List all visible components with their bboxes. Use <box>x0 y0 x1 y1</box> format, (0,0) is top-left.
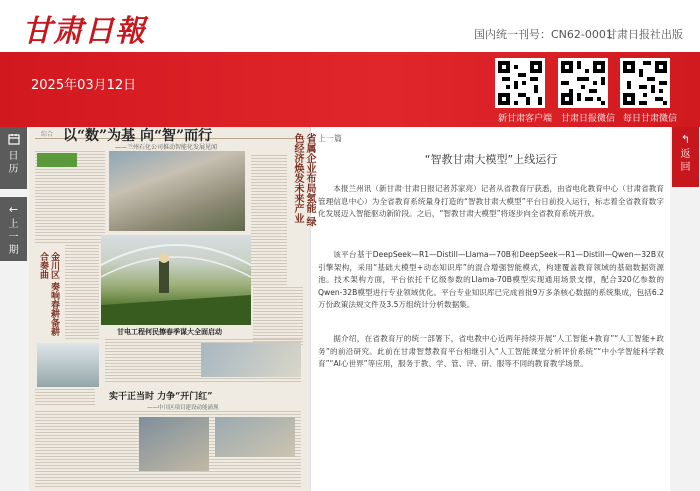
greenhouse-photo <box>101 235 251 325</box>
qr-label-client: 新甘肃客户端 <box>498 114 553 124</box>
article-text-block <box>251 155 287 285</box>
greenhouse-illustration <box>101 235 251 325</box>
paper-subheadline: ——兰州石化公司推动智能化发展见闻 <box>115 144 218 151</box>
qr-code-wechat-daily <box>558 58 608 108</box>
newspaper-logo[interactable]: 甘肃日報 <box>22 14 146 49</box>
back-label: 返回 <box>680 149 691 173</box>
small-photo-2 <box>201 343 301 377</box>
vertical-headline-1[interactable]: 省属企业布局氢能 绿色经济焕发未来产业 <box>292 133 315 227</box>
prev-article-link[interactable]: 上一篇 <box>318 134 342 143</box>
article-photo <box>37 153 77 167</box>
article-paragraph-1: 本报兰州讯（新甘肃·甘肃日报记者苏家亮）记者从省教育厅获悉，由省电化教育中心（甘肃省教育管理信息中心）为全省教育系统量身打造的“智教甘肃大模型”平台日前投入运行，标志着全省教育数字化发展迈入智能驱动新阶段。之后，“智教甘肃大模型”将逐步向全省教育系统开放。 <box>318 184 664 219</box>
section-label: 综合 <box>41 131 54 138</box>
qr-code-icon <box>623 61 667 105</box>
calendar-label: 日历 <box>8 151 19 175</box>
bottom-headline[interactable]: 实干正当时 力争“开门红” <box>109 392 213 402</box>
mid-headline[interactable]: 甘电工程何民擦春季谋大全面启动 <box>117 327 222 336</box>
calendar-button[interactable] <box>0 127 27 189</box>
issn-text: 国内统一刊号：CN62-0001 <box>474 28 613 41</box>
small-photo-1 <box>37 343 99 387</box>
qr-code-icon <box>498 61 542 105</box>
qr-code-icon <box>561 61 605 105</box>
article-paragraph-2: 该平台基于DeepSeek—R1—Distill—Llama—70B和DeepSeek—R1—Distill—Qwen—32B双引擎架构，采用“基础大模型+动态知识库”的混合增强智能模式，构建覆盖教育领域的基础数据资源池。技术架构方面，平台依托千亿级参数的Llama-70B模型实现通用场景支撑，配合320亿参数的Qwen-32B模型进行专业领域优化。平台专业知识库已完成首批9万多条核心数据的系统集成，包括6.2万份政策法规文件及3.5万组统计分析数据集。 <box>318 250 664 310</box>
qr-label-wechat-meiri: 每日甘肃微信 <box>623 114 678 124</box>
construction-photo-2 <box>215 417 295 457</box>
qr-label-wechat-daily: 甘肃日报微信 <box>561 114 616 124</box>
qr-code-client <box>495 58 545 108</box>
calendar-icon <box>0 133 27 148</box>
prev-issue-label: 上一期 <box>8 219 19 256</box>
date-banner <box>0 52 700 127</box>
issue-date: 2025年03月12日 <box>31 78 137 93</box>
article-panel <box>312 127 670 491</box>
prev-issue-button[interactable] <box>0 197 27 261</box>
newspaper-page-thumbnail[interactable] <box>29 127 315 491</box>
construction-photo <box>139 417 209 471</box>
content-area <box>29 127 670 491</box>
article-title: “智教甘肃大模型”上线运行 <box>424 153 558 166</box>
qr-code-wechat-meiri <box>620 58 670 108</box>
vertical-headline-2[interactable]: 金川区 奏响春耕备耕合奏曲 <box>38 252 59 337</box>
site-header <box>0 0 700 52</box>
return-icon: ↰ <box>680 133 691 146</box>
article-text-block <box>65 239 99 339</box>
factory-photo <box>109 151 245 231</box>
article-paragraph-3: 据介绍，在省教育厅的统一部署下，省电教中心近两年持续开展“人工智能+教育”“人工智能+政务”的前沿研究。此前在甘肃智慧教育平台相继引入“人工智能课堂分析评价系统”“中小学智能科学教育”“AI心世界”等应用，服务于教、学、管、评、研、服等不同的教育教学场景。 <box>318 334 664 369</box>
bottom-subheadline: ——中川区项目建设动能涌现 <box>147 405 219 411</box>
paper-headline[interactable]: 以“数”为基 向“智”而行 <box>63 128 213 144</box>
arrow-left-icon: ← <box>8 203 19 216</box>
article-text-block <box>35 389 95 405</box>
article-text-block <box>253 287 303 347</box>
publisher-text: 甘肃日报社出版 <box>606 28 683 41</box>
back-button[interactable] <box>672 127 699 187</box>
